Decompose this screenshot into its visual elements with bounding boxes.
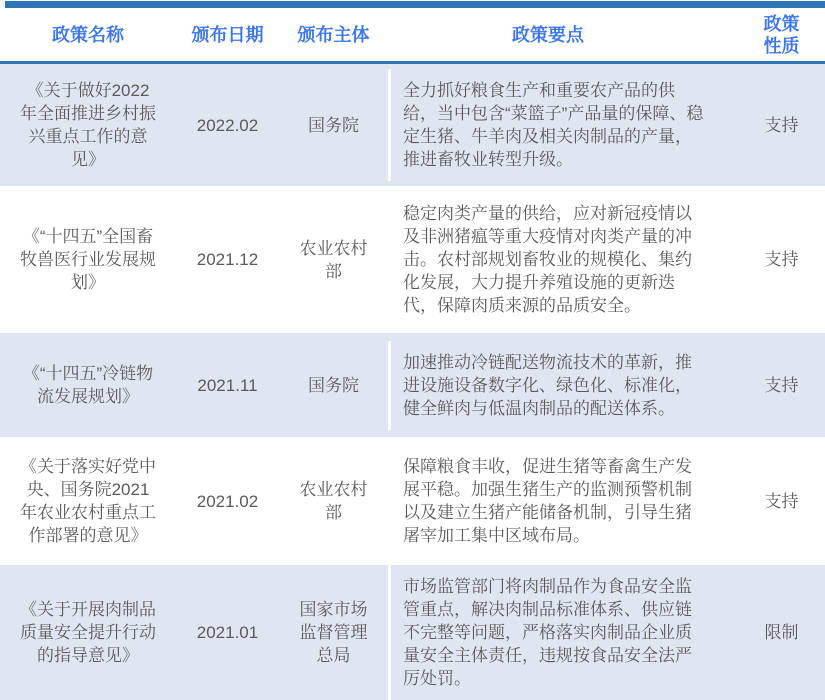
nature-cell: 支持	[764, 250, 799, 269]
key-points-cell: 全力抓好粮食生产和重要农产品的供给，当中包含“菜篮子”产品量的保障、稳定生猪、牛羊肉及相关肉制品的产量，推进畜牧业转型升级。	[388, 69, 738, 181]
table-header-row	[0, 8, 825, 61]
header-policy-nature-label: 政策性质	[763, 13, 800, 56]
issuer-cell: 国家市场监督管理总局	[299, 600, 368, 665]
header-issue-date: 颁布日期	[191, 24, 264, 45]
table-row	[0, 565, 825, 700]
policy-name-cell: 《“十四五”冷链物流发展规划》	[22, 364, 154, 406]
header-policy-nature	[738, 13, 825, 57]
key-points-cell: 加速推动冷链配送物流技术的革新，推进设施设备数字化、绿色化、标准化，健全鲜肉与低温肉制品的配送体系。	[388, 341, 738, 430]
policy-name-cell: 《关于做好2022年全面推进乡村振兴重点工作的意见》	[20, 81, 156, 169]
policy-name-cell: 《关于开展肉制品质量安全提升行动的指导意见》	[20, 600, 156, 665]
nature-cell: 支持	[764, 375, 799, 395]
issue-date-cell: 2021.01	[196, 623, 259, 642]
key-points-cell: 市场监管部门将肉制品作为食品安全监管重点，解决肉制品标准体系、供应链不完整等问题，严格落实肉制品企业质量安全主体责任，违规按食品安全法严厉处罚。	[388, 565, 738, 700]
table-row	[0, 437, 825, 565]
issue-date-cell: 2021.11	[197, 375, 258, 395]
issuer-cell: 国务院	[308, 375, 359, 395]
table-row	[0, 64, 825, 186]
nature-cell: 限制	[764, 623, 799, 642]
issue-date-cell: 2021.02	[196, 491, 259, 511]
policy-name-cell: 《“十四五”全国畜牧兽医行业发展规划》	[20, 227, 156, 292]
key-points-cell: 稳定肉类产量的供给，应对新冠疫情以及非洲猪瘟等重大疫情对肉类产量的冲击。农村部规划畜牧业的规模化、集约化发展，大力提升养殖设施的更新迭代，保障肉质来源的品质安全。	[388, 192, 738, 327]
policy-table	[0, 8, 825, 700]
issue-date-cell: 2022.02	[196, 115, 259, 135]
issue-date-cell: 2021.12	[196, 250, 259, 269]
header-key-points: 政策要点	[512, 24, 584, 45]
issuer-cell: 农业农村部	[299, 480, 368, 522]
top-accent-bar	[5, 1, 825, 8]
header-policy-name: 政策名称	[52, 24, 124, 45]
header-issuer: 颁布主体	[297, 24, 370, 45]
key-points-cell: 保障粮食丰收，促进生猪等畜禽生产发展平稳。加强生猪生产的监测预警机制以及建立生猪产能储备机制，引导生猪屠宰加工集中区域布局。	[388, 445, 738, 557]
table-row	[0, 333, 825, 437]
nature-cell: 支持	[764, 115, 799, 135]
issuer-cell: 农业农村部	[299, 238, 368, 281]
issuer-cell: 国务院	[308, 115, 359, 135]
table-row	[0, 186, 825, 333]
nature-cell: 支持	[764, 491, 799, 511]
policy-name-cell: 《关于落实好党中央、国务院2021年农业农村重点工作部署的意见》	[20, 457, 156, 545]
